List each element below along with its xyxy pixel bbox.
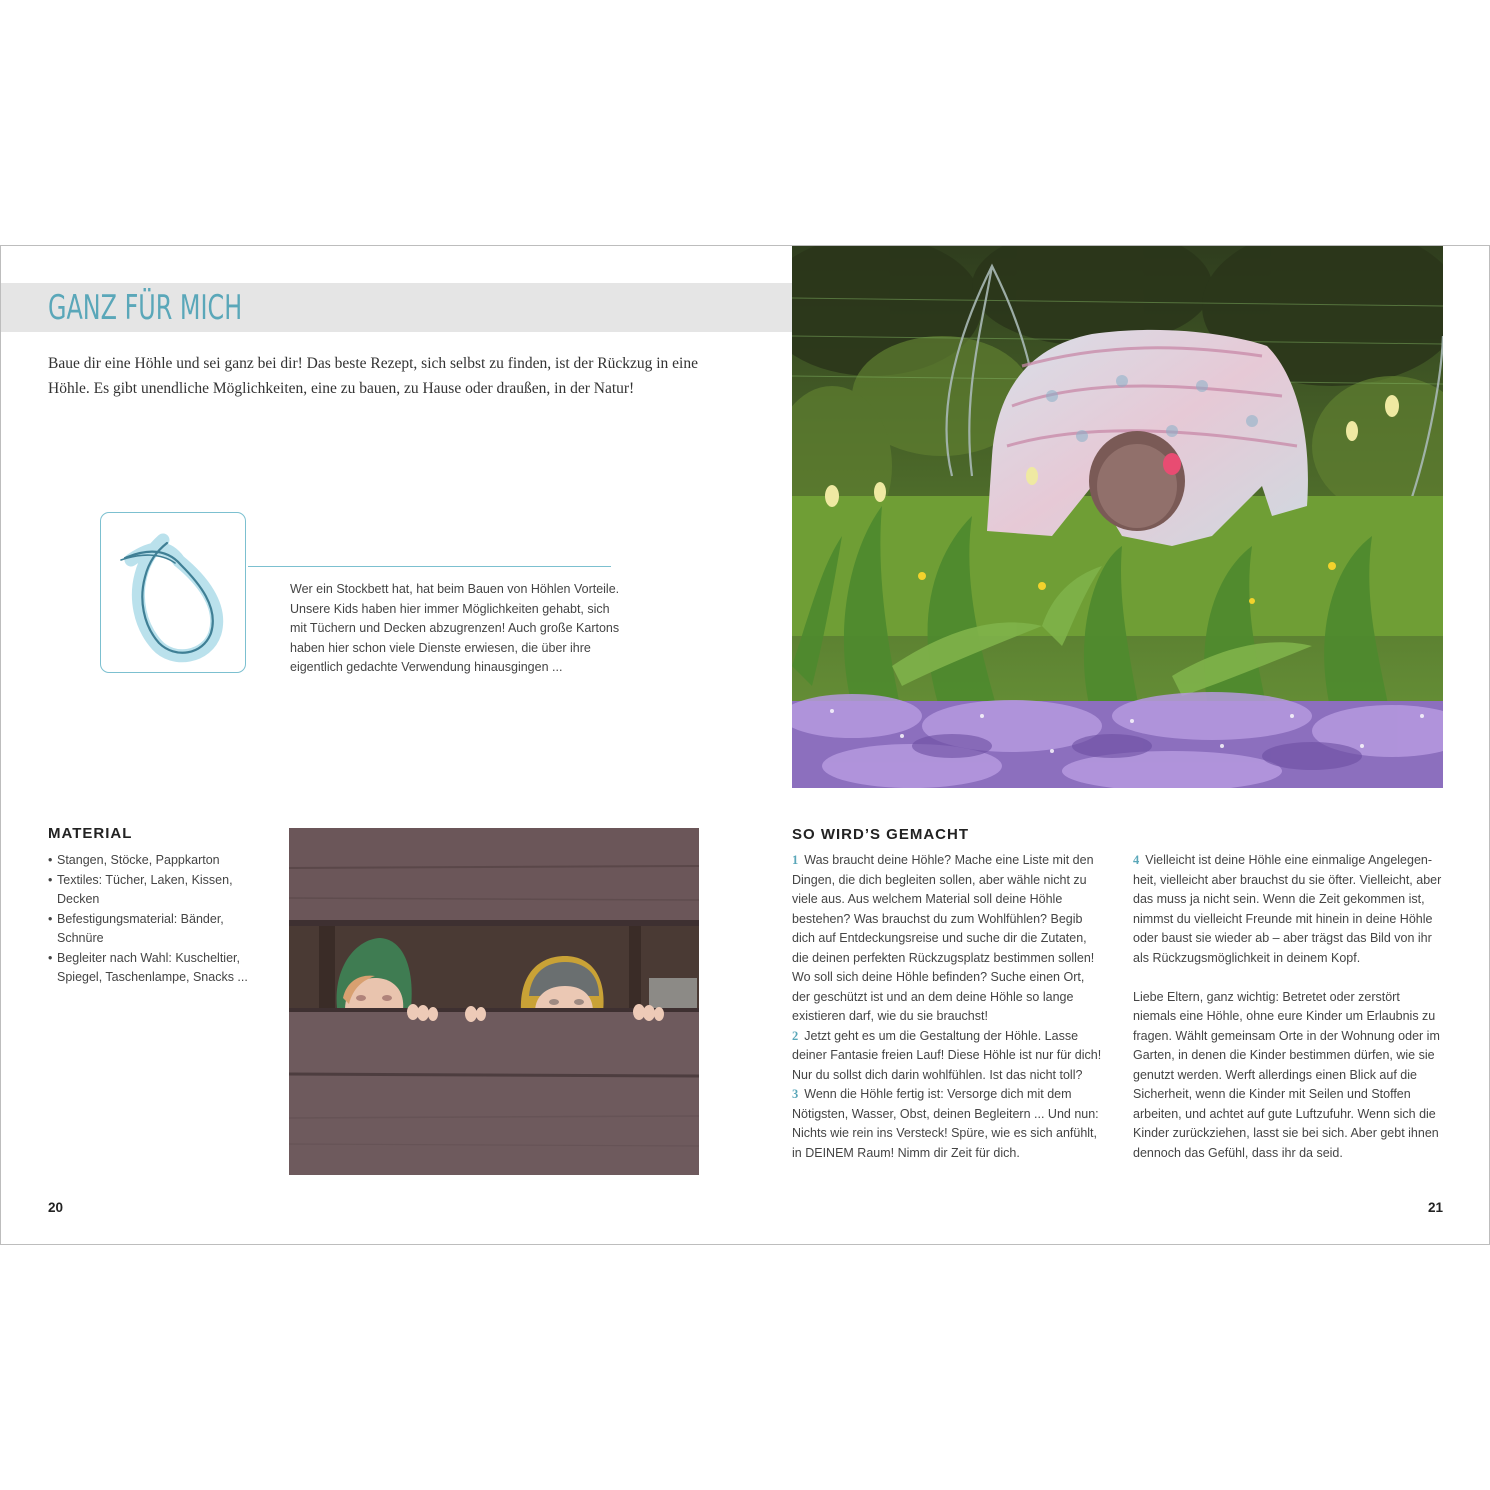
kids-fence-photo [289,828,699,1175]
steps-heading: SO WIRD’S GEMACHT [792,826,969,843]
step-number: 3 [792,1087,799,1101]
step-number: 4 [1133,853,1140,867]
step-text: Vielleicht ist deine Höhle eine einmalige Angelegenheit, vielleicht aber brauchst du sie öfter. Vielleicht, aber das muss ja nicht sein. Wenn die Zeit gekommen ist, nimmst du vielleicht Freunde mit hinein in deine Höhle oder baust sie wieder ab – aber trägst das Bild von ihr als Rückzugsmöglichkeit in deinem Kopf. [1133,853,1442,965]
list-item: • Befestigungsmaterial: Bänder, Schnüre [48,910,258,949]
tip-connector-line [248,566,611,567]
step-number: 1 [792,853,799,867]
list-item: • Stangen, Stöcke, Pappkarton [48,851,258,871]
parents-note: Liebe Eltern, ganz wichtig: Betretet oder zerstört niemals eine Höhle, ohne eure Kinder um Erlaubnis zu fragen. Wählt gemeinsam Orte in der Wohnung oder im Garten, in denen die Kinder bestimmen dürfen, wie sie genutzt werden. Werft allerdings einen Blick auf die Sicherheit, wenn die Kinder mit Seilen und Stoffen arbeiten, und achtet auf gute Luftzufuhr. Wenn sich die Kinder zurückziehen, lasst sie bei sich. Aber gebt ihnen dennoch das Gefühl, dass ihr da seid. [1133,989,1440,1160]
page-number-right: 21 [1428,1200,1444,1215]
step-1 [792,851,1104,1027]
step-number: 2 [792,1028,799,1043]
page-number-left: 20 [48,1200,64,1215]
list-item: • Begleiter nach Wahl: Kuscheltier, Spiegel, Taschenlampe, Snacks ... [48,949,258,988]
step-text: Wenn die Höhle fertig ist: Versorge dich mit dem Nötigsten, Wasser, Obst, deinen Begleitern ... Und nun: Nichts wie rein ins Versteck! Spüre, wie es sich anfühlt, in DEINEM Raum! Nimm dir Zeit für dich. [792,1087,1099,1160]
step-text: Was braucht deine Höhle? Mache eine Liste mit den Dingen, die dich begleiten sollen, aber wähle nicht zu viele aus. Aus welchem Material soll deine Höhle bestehen? Was brauchst du zum Wohlfühlen? Begib dich auf Entdeckungsreise und suche dir die Zutaten, die deinen perfekten Rückzugsplatz bestimmen sollen! Wo soll sich deine Höhle befinden? Suche einen Ort, der geschützt ist und an dem deine Höhle so lange existieren darf, wie du sie brauchst! [792,853,1095,1023]
material-heading: MATERIAL [48,825,133,842]
intro-text: Baue dir eine Höhle und sei ganz bei dir! Das beste Rezept, sich selbst zu finden, ist der Rückzug in eine Höhle. Es gibt unendliche Möglichkeiten, eine zu bauen, zu Hause oder draußen, in der Natur! [48,355,698,397]
paragraph-gap [1133,968,1445,988]
brush-loop-icon [101,513,247,674]
tip-box [100,512,246,673]
step-2 [792,1027,1104,1086]
tip-text: Wer ein Stockbett hat, hat beim Bauen von Höhlen Vorteile. Unsere Kids haben hier immer Möglichkeiten gehabt, sich mit Tüchern und Decken abzugrenzen! Auch große Kartons haben hier schon viele Dienste erwiesen, die über ihre eigentlich gedachte Verwendung hinausgingen ... [290,582,620,674]
steps-column-right [1133,851,1445,1163]
list-item: • Textiles: Tücher, Laken, Kissen, Decken [48,871,258,910]
steps-column-left [792,851,1104,1163]
step-4 [1133,851,1445,968]
book-spread [0,245,1490,1245]
step-text: Jetzt geht es um die Gestaltung der Höhle. Lasse deiner Fantasie freien Lauf! Diese Höhle ist nur für dich! Nur du sollst dich darin wohlfühlen. Ist das nicht toll? [792,1028,1102,1082]
material-list [48,851,258,988]
page-title: GANZ FÜR MICH [48,288,243,328]
step-3 [792,1085,1104,1163]
garden-tent-photo [792,246,1443,788]
